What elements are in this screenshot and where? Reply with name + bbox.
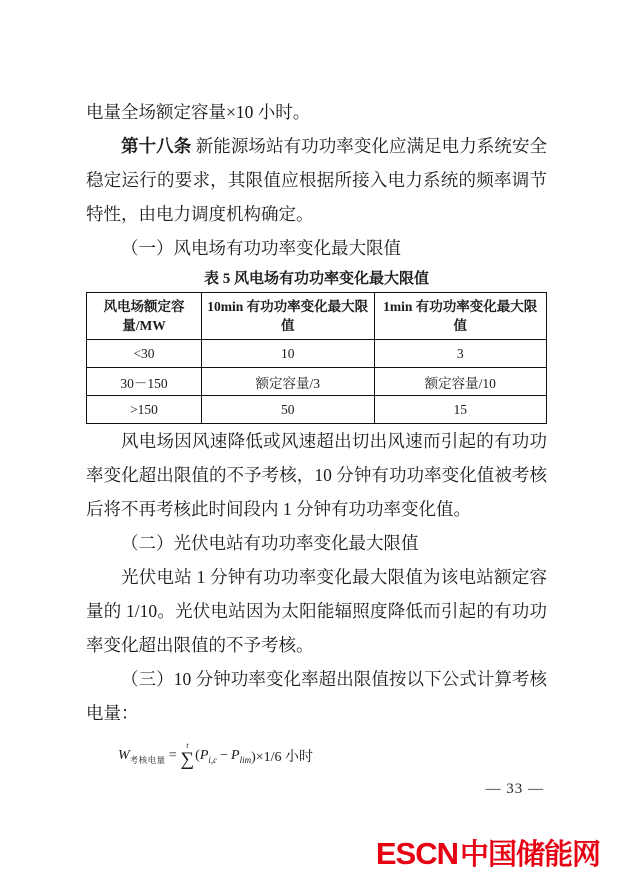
formula-plim-subscript: lim [239,754,252,765]
formula-w-variable: W [118,747,130,763]
sigma-glyph: ∑ [180,749,195,770]
table-cell: 15 [374,396,547,424]
formula-minus-sign: − [220,747,229,763]
table-row [87,368,547,396]
summation-upper-limit: t [186,741,189,750]
list-item-3: （三）10 分钟功率变化率超出限值按以下公式计算考核电量： [86,669,547,723]
summation-symbol [181,742,195,769]
site-name-text: 中国储能网 [459,839,600,871]
article-text: 新能源场站有功功率变化应满足电力系统安全稳定运行的要求，其限值应根据所接入电力系统的频率调节特性，由电力调度机构确定。 [86,136,548,224]
table-header-10min-limit: 10min 有功功率变化最大限值 [202,293,375,340]
formula-open-paren: ( [195,747,200,763]
formula-plim-variable: P [231,747,240,763]
table-cell: >150 [87,396,202,424]
page-content [86,0,547,769]
formula-tail: )×1/6 小时 [251,749,314,765]
formula-p-subscript: i,c [208,754,218,765]
formula-w-subscript: 考核电量 [129,754,166,765]
table-cell: 30－150 [87,368,202,396]
page-number: — 33 — [485,781,544,797]
table-cell: 50 [202,396,375,424]
list-item-2: （二）光伏电站有功功率变化最大限值 [121,533,419,553]
table-row [87,340,547,368]
table-cell: 3 [374,340,547,368]
paragraph-article-18 [86,129,547,231]
assessment-energy-formula [118,742,547,769]
table-cell: 额定容量/10 [374,368,547,396]
table-cell: 额定容量/3 [202,368,375,396]
table-cell: 10 [202,340,375,368]
paragraph-pv-limit: 光伏电站 1 分钟有功功率变化最大限值为该电站额定容量的 1/10。光伏电站因为太阳能辐照度降低而引起的有功功率变化超出限值的不予考核。 [86,567,547,655]
formula-equals-sign: = [168,747,177,763]
escn-logo-text: ESCN [375,836,458,871]
formula-p-variable: P [199,747,209,763]
article-number-label: 第十八条 [121,136,192,156]
table-header-1min-limit: 1min 有功功率变化最大限值 [374,293,547,340]
footer-logo [376,838,600,870]
table-caption: 表 5 风电场有功功率变化最大限值 [203,271,429,287]
table-header-capacity: 风电场额定容量/MW [87,293,202,340]
table-cell: <30 [87,340,202,368]
paragraph-continuation: 电量全场额定容量×10 小时。 [86,102,311,122]
table-row [87,396,547,424]
wind-power-limit-table [86,292,547,424]
list-item-1: （一）风电场有功功率变化最大限值 [121,238,401,258]
table-header-row [87,293,547,340]
paragraph-wind-assessment: 风电场因风速降低或风速超出切出风速而引起的有功功率变化超出限值的不予考核，10 分钟有功功率变化值被考核后将不再考核此时间段内 1 分钟有功功率变化值。 [86,431,547,519]
